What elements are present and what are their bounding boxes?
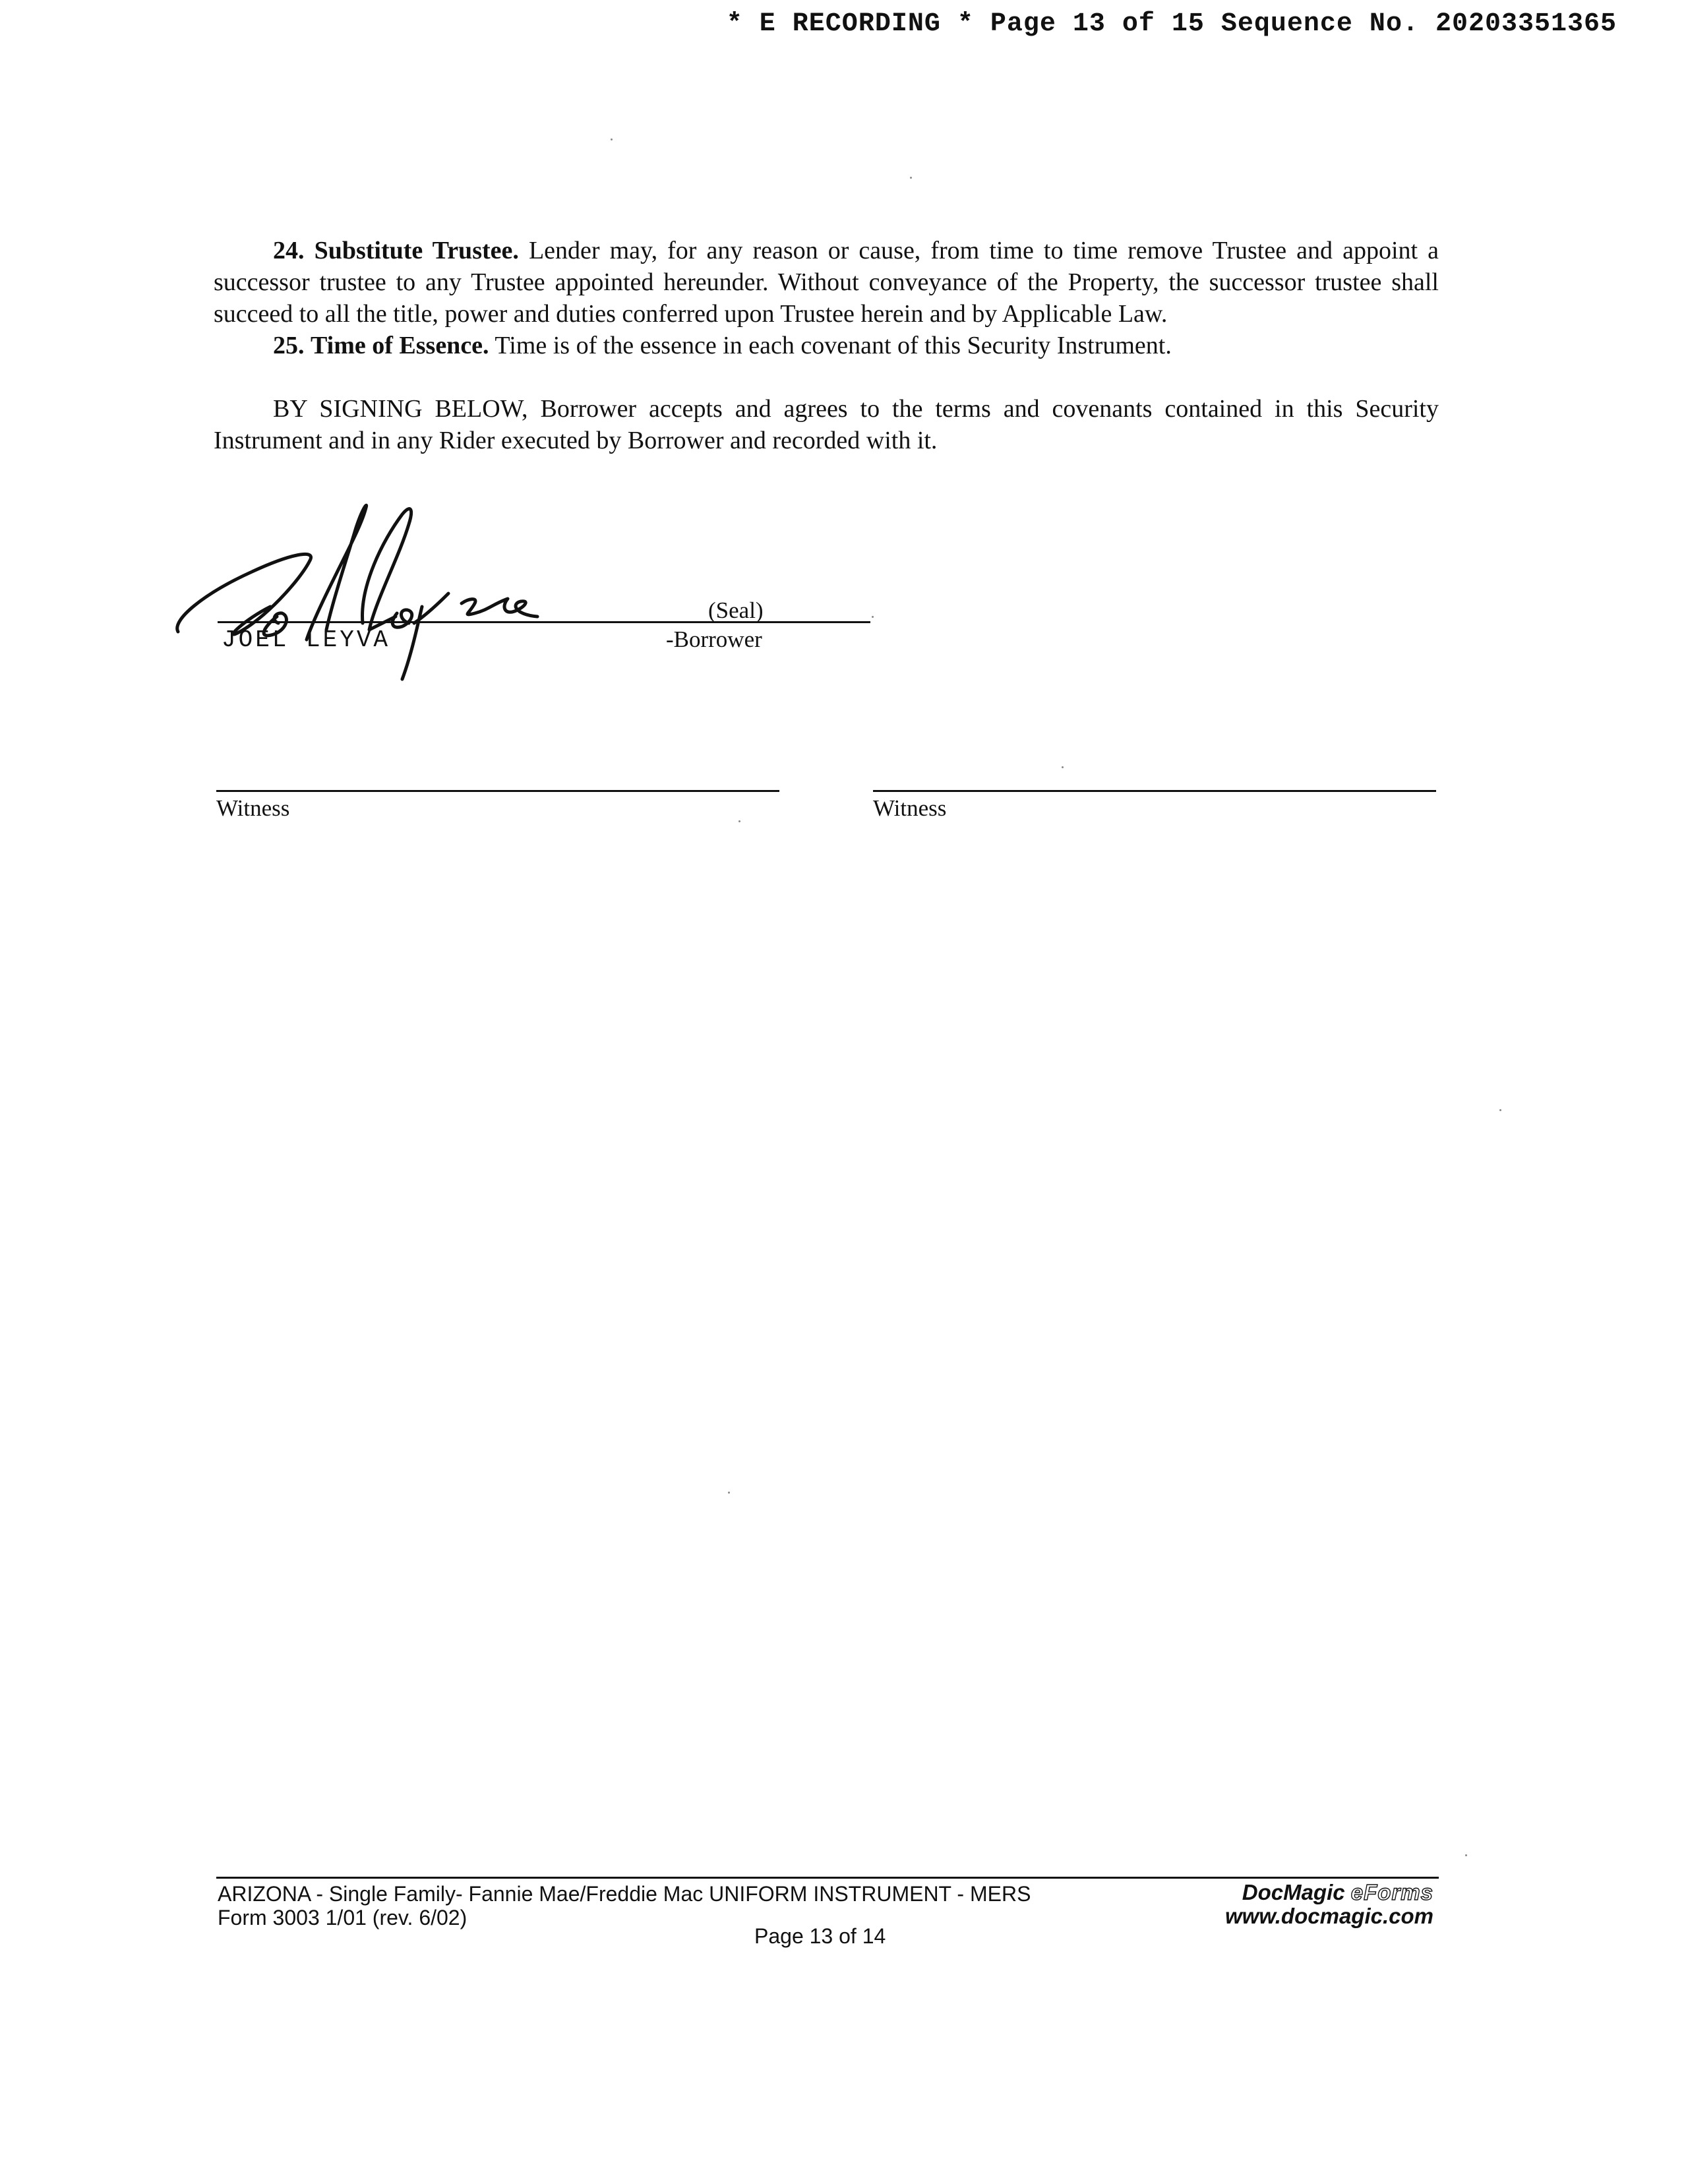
scan-speck (738, 820, 740, 822)
footer-form-title: ARIZONA - Single Family- Fannie Mae/Freddie Mac UNIFORM INSTRUMENT - MERS (218, 1882, 1031, 1906)
scan-speck (611, 138, 613, 140)
brand-url: www.docmagic.com (1224, 1904, 1433, 1928)
handwritten-signature (165, 488, 626, 686)
section-24-text: Lender may, for any reason or cause, from time to time remove Trustee and appoint a successor trustee to any Trustee appointed hereunder. Without conveyance of the Property, the successor trustee shall succeed to all the title, power and duties conferred upon Trustee herein and by Applicable Law. (214, 237, 1439, 328)
witness-line-right (873, 790, 1436, 792)
docmagic-logo (1225, 1881, 1433, 1928)
scan-speck (910, 177, 912, 179)
footer-page-number: Page 13 of 14 (754, 1924, 886, 1948)
brand-product: eForms (1350, 1880, 1433, 1904)
seal-label: (Seal) (708, 597, 764, 623)
witness-line-left (216, 790, 779, 792)
signing-statement (214, 393, 1439, 456)
section-24 (214, 235, 1439, 330)
scan-speck (1499, 1109, 1501, 1111)
borrower-signature-line (218, 621, 870, 623)
recording-stamp: * E RECORDING * Page 13 of 15 Sequence No. 20203351365 (726, 9, 1617, 39)
section-24-number: 24. (273, 237, 305, 264)
scan-speck (728, 1492, 730, 1494)
witness-label-left: Witness (216, 795, 290, 821)
borrower-role-label: -Borrower (666, 626, 762, 652)
borrower-name: JOEL LEYVA (222, 626, 391, 653)
scan-speck (1062, 766, 1064, 768)
scan-speck (872, 616, 874, 618)
section-25 (214, 330, 1439, 361)
brand-name: DocMagic (1242, 1880, 1345, 1904)
witness-label-right: Witness (873, 795, 947, 821)
signing-statement-text: BY SIGNING BELOW, Borrower accepts and agrees to the terms and covenants contained in this Security Instrument and in any Rider executed by Borrower and recorded with it. (214, 395, 1439, 454)
scan-speck (1465, 1854, 1467, 1856)
section-25-text: Time is of the essence in each covenant of this Security Instrument. (495, 332, 1172, 359)
section-24-heading: Substitute Trustee. (314, 237, 519, 264)
section-25-number: 25. (273, 332, 305, 359)
footer-rule (216, 1877, 1439, 1879)
section-25-heading: Time of Essence. (311, 332, 489, 359)
borrower-signature-block (165, 488, 824, 712)
footer-form-number: Form 3003 1/01 (rev. 6/02) (218, 1906, 467, 1929)
